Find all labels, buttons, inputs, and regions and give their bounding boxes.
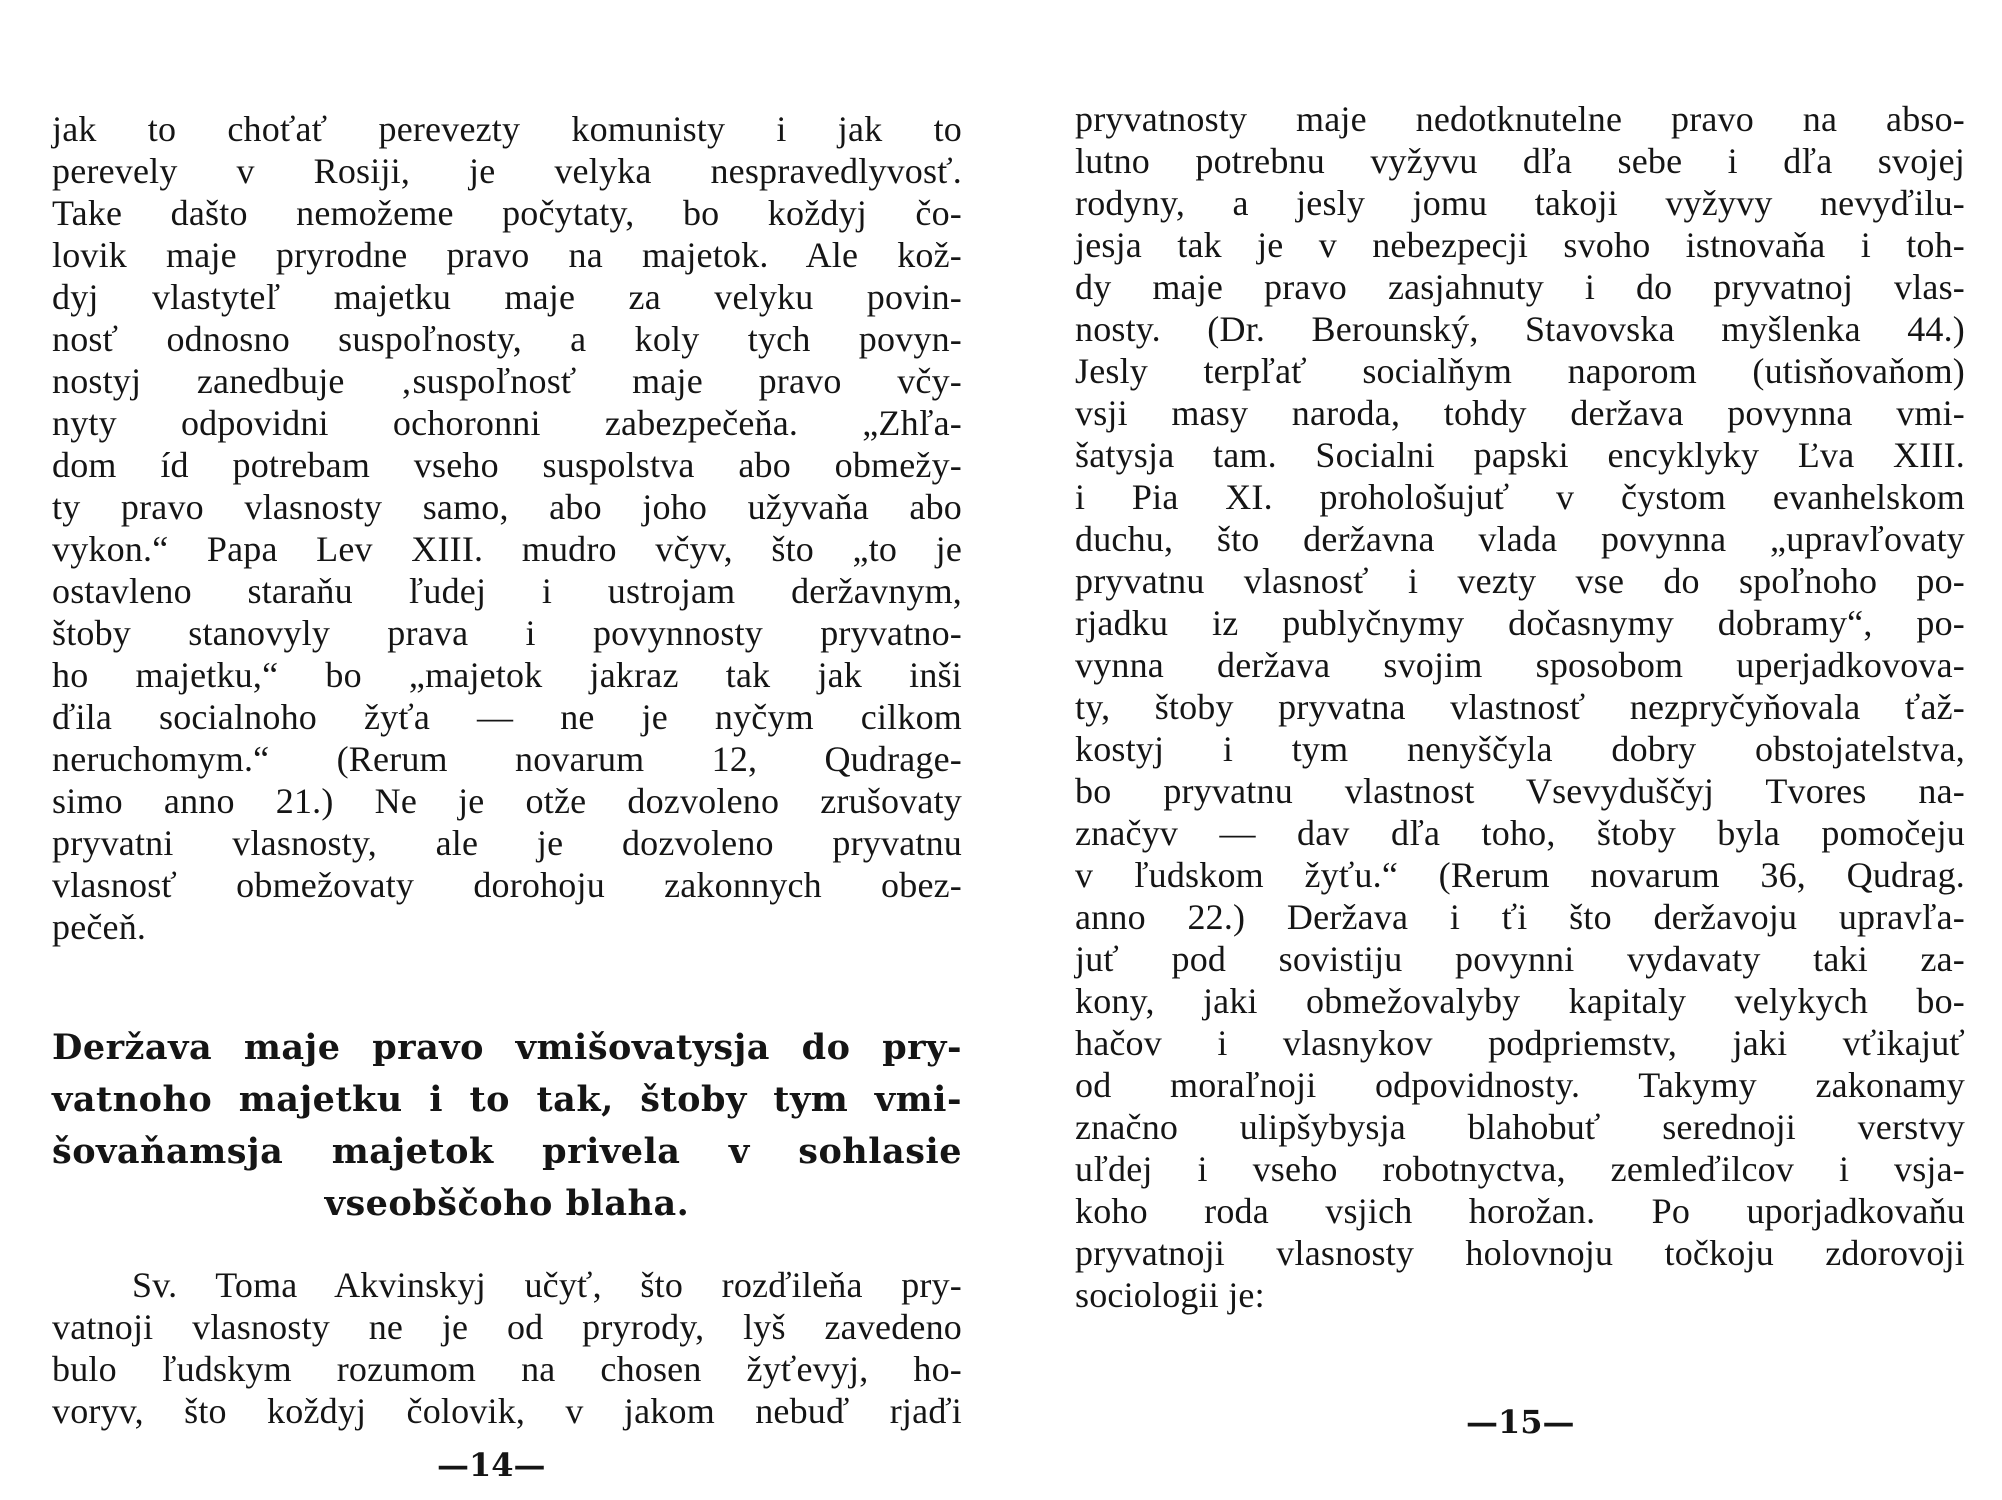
- section-heading: [52, 1022, 962, 1230]
- text-line: Sv. Toma Akvinskyj učyť, što rozďileňa pry-: [132, 1265, 962, 1305]
- text-line: od moraľnoji odpovidnosty. Takymy zakonamy: [1075, 1065, 1965, 1105]
- text-line: nostyj zanedbuje ‚suspoľnosť maje pravo včy-: [52, 361, 962, 401]
- heading-line: vatnoho majetku i to tak, štoby tym vmi-: [52, 1079, 962, 1120]
- text-line: jesja tak je v nebezpecji svoho istnovaňa i toh-: [1075, 225, 1965, 265]
- text-line: ty pravo vlasnosty samo, abo joho užyvaňa abo: [52, 487, 962, 527]
- text-line: uľdej i vseho robotnyctva, zemleďilcov i vsja-: [1075, 1149, 1965, 1189]
- text-line: anno 22.) Deržava i ťi što deržavoju upravľa-: [1075, 897, 1965, 937]
- text-line: rodyny, a jesly jomu takoji vyžyvy nevyďilu-: [1075, 183, 1965, 223]
- text-line: neruchomym.“ (Rerum novarum 12, Qudrage-: [52, 739, 962, 779]
- text-line: perevely v Rosiji, je velyka nespravedlyvosť.: [52, 151, 962, 191]
- text-line: vatnoji vlasnosty ne je od pryrody, lyš zavedeno: [52, 1307, 962, 1347]
- text-line: koho roda vsjich horožan. Po uporjadkovaňu: [1075, 1191, 1965, 1231]
- text-line: lutno potrebnu vyžyvu dľa sebe i dľa svojej: [1075, 141, 1965, 181]
- text-line: Take dašto nemožeme počytaty, bo koždyj čo-: [52, 193, 962, 233]
- text-line: vsji masy naroda, tohdy deržava povynna vmi-: [1075, 393, 1965, 433]
- text-line: dy maje pravo zasjahnuty i do pryvatnoj vlas-: [1075, 267, 1965, 307]
- text-line: simo anno 21.) Ne je otže dozvoleno zrušovaty: [52, 781, 962, 821]
- text-line: štoby stanovyly prava i povynnosty pryvatno-: [52, 613, 962, 653]
- text-line: vlasnosť obmežovaty dorohoju zakonnych obez-: [52, 865, 962, 905]
- text-line: nyty odpovidni ochoronni zabezpečeňa. „Zhľa-: [52, 403, 962, 443]
- text-line: bulo ľudskym rozumom na chosen žyťevyj, ho-: [52, 1349, 962, 1389]
- text-line: šatysja tam. Socialni papski encyklyky Ľva XIII.: [1075, 435, 1965, 475]
- text-line: ty, štoby pryvatna vlastnosť nezpryčyňovala ťaž-: [1075, 687, 1965, 727]
- text-line: nosty. (Dr. Berounský, Stavovska myšlenka 44.): [1075, 309, 1965, 349]
- text-line: pryvatni vlasnosty, ale je dozvoleno pryvatnu: [52, 823, 962, 863]
- text-line: ostavleno staraňu ľudej i ustrojam deržavnym,: [52, 571, 962, 611]
- left-paragraph-1: [52, 108, 962, 948]
- text-line: hačov i vlasnykov podpriemstv, jaki vťikajuť: [1075, 1023, 1965, 1063]
- text-line: sociologii je:: [1075, 1275, 1265, 1315]
- text-line: pryvatnoji vlasnosty holovnoju točkoju zdorovoji: [1075, 1233, 1965, 1273]
- text-line: Jesly terpľať socialňym naporom (utisňovaňom): [1075, 351, 1965, 391]
- text-line: v ľudskom žyťu.“ (Rerum novarum 36, Qudrag.: [1075, 855, 1965, 895]
- text-line: i Pia XI. prohološujuť v čystom evanhelskom: [1075, 477, 1965, 517]
- heading-line: vseobščoho blaha.: [324, 1183, 690, 1224]
- text-line: vykon.“ Papa Lev XIII. mudro včyv, što „to je: [52, 529, 962, 569]
- text-line: kony, jaki obmežovalyby kapitaly velykych bo-: [1075, 981, 1965, 1021]
- left-paragraph-2: [52, 1264, 962, 1432]
- text-line: juť pod sovistiju povynni vydavaty taki za-: [1075, 939, 1965, 979]
- right-paragraph: [1075, 98, 1965, 1316]
- text-line: značyv — dav dľa toho, štoby byla pomočeju: [1075, 813, 1965, 853]
- text-line: vynna deržava svojim sposobom uperjadkovova-: [1075, 645, 1965, 685]
- text-line: bo pryvatnu vlastnost Vsevyduščyj Tvores na-: [1075, 771, 1965, 811]
- page-number-right: —15—: [1466, 1403, 1575, 1441]
- text-line: nosť odnosno suspoľnosty, a koly tych povyn-: [52, 319, 962, 359]
- text-line: kostyj i tym nenyščyla dobry obstojatelstva,: [1075, 729, 1965, 769]
- text-line: pryvatnu vlasnosť i vezty vse do spoľnoho po-: [1075, 561, 1965, 601]
- text-line: pečeň.: [52, 907, 147, 947]
- text-line: voryv, što koždyj čolovik, v jakom nebuď rjaďi: [52, 1391, 962, 1431]
- heading-line: Deržava maje pravo vmišovatysja do pry-: [52, 1027, 962, 1068]
- text-line: ďila socialnoho žyťa — ne je nyčym cilkom: [52, 697, 962, 737]
- text-line: ho majetku,“ bo „majetok jakraz tak jak inši: [52, 655, 962, 695]
- text-line: dyj vlastyteľ majetku maje za velyku povin-: [52, 277, 962, 317]
- text-line: značno ulipšybysja blahobuť serednoji verstvy: [1075, 1107, 1965, 1147]
- text-line: pryvatnosty maje nedotknutelne pravo na abso-: [1075, 99, 1965, 139]
- text-line: jak to choťať perevezty komunisty i jak to: [52, 109, 962, 149]
- text-line: dom íd potrebam vseho suspolstva abo obmežy-: [52, 445, 962, 485]
- page-number-left: —14—: [437, 1446, 546, 1484]
- text-line: lovik maje pryrodne pravo na majetok. Ale kož-: [52, 235, 962, 275]
- text-line: rjadku iz publyčnymy dočasnymy dobramy“, po-: [1075, 603, 1965, 643]
- heading-line: šovaňamsja majetok privela v sohlasie: [52, 1131, 962, 1172]
- text-line: duchu, što deržavna vlada povynna „upravľovaty: [1075, 519, 1965, 559]
